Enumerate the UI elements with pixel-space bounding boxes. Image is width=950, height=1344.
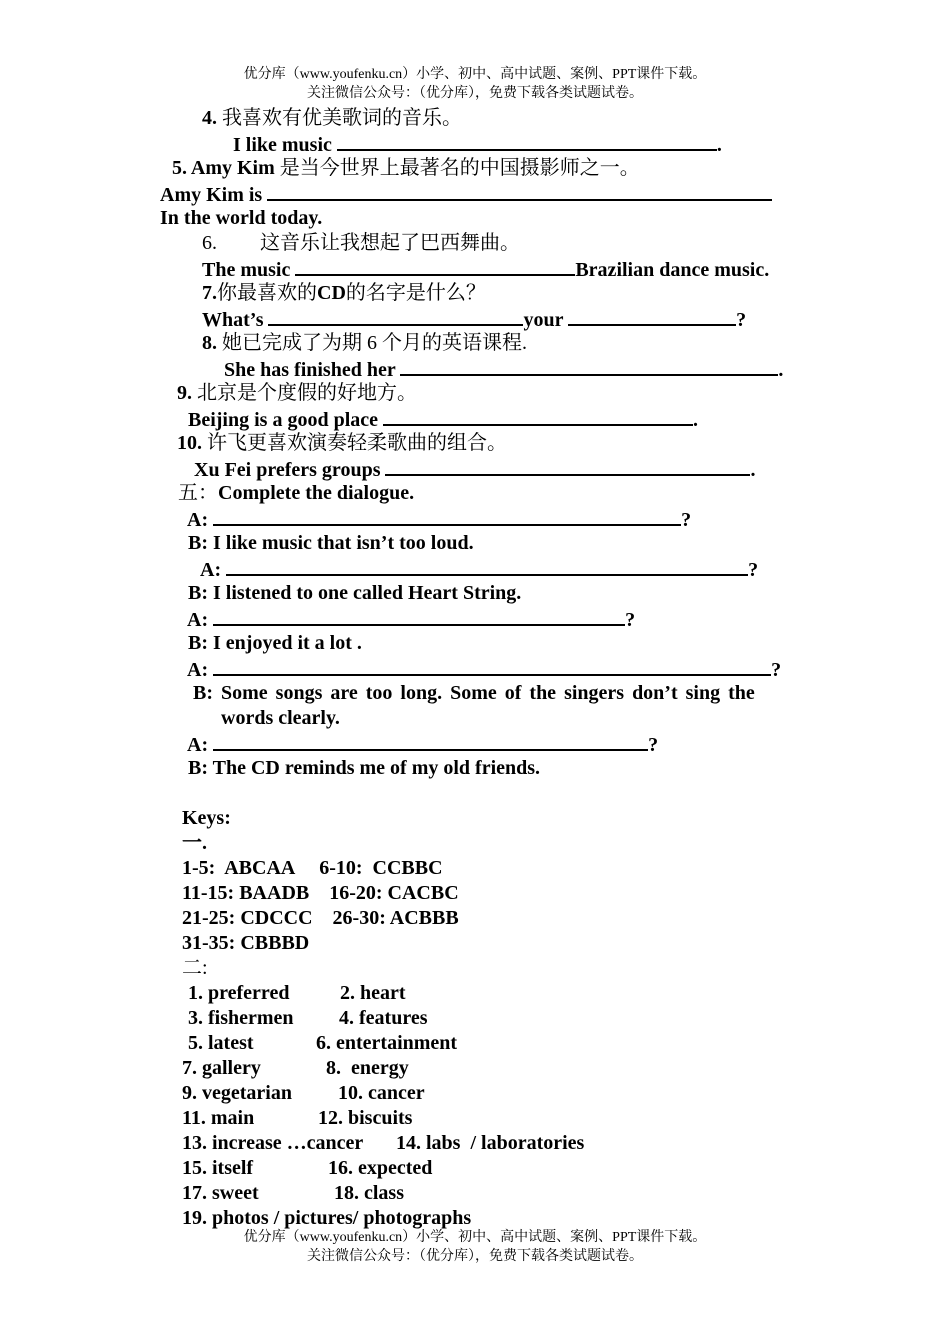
speaker-label: A: <box>187 659 209 681</box>
dialogue-b-3: B: I enjoyed it a lot . <box>188 632 362 654</box>
question-text-en: Xu Fei prefers groups <box>194 459 381 481</box>
key-answer: 10. cancer <box>338 1082 425 1104</box>
answer-blank[interactable] <box>383 406 693 426</box>
question-text-cn: 北京是个度假的好地方。 <box>197 382 417 404</box>
key-answer: 5. latest <box>188 1032 254 1054</box>
speaker-label: A: <box>200 559 222 581</box>
question-mark: ? <box>771 659 782 681</box>
question-text-en: your <box>523 309 564 331</box>
question-number: 5. Amy Kim <box>172 157 275 179</box>
section-title: Complete the dialogue. <box>218 482 415 504</box>
question-4-en: I like music . <box>233 131 722 157</box>
key-answer: 7. gallery <box>182 1057 261 1079</box>
question-number: 10. <box>177 432 202 454</box>
footer-line-1: 优分库（www.youfenku.cn）小学、初中、高中试题、案例、PPT课件下载。 <box>243 1230 707 1245</box>
speaker-label: A: <box>187 734 209 756</box>
key-answer: 1. preferred <box>188 982 290 1004</box>
keys-part1-row: 11-15: BAADB 16-20: CACBC <box>182 882 459 904</box>
key-answer: 13. increase …cancer <box>182 1132 364 1154</box>
question-mark: ? <box>625 609 636 631</box>
question-7-en <box>202 306 746 332</box>
answer-blank[interactable] <box>337 131 717 151</box>
answer-blank[interactable] <box>295 256 575 276</box>
answer-blank[interactable] <box>213 606 625 626</box>
dialogue-a-2 <box>200 556 758 582</box>
question-9-en: Beijing is a good place . <box>188 406 698 432</box>
key-answer: 12. biscuits <box>318 1107 413 1129</box>
section-5-heading <box>178 481 414 505</box>
dialogue-b-2: B: I listened to one called Heart String. <box>188 582 522 604</box>
dialogue-b-4-cont: words clearly. <box>221 707 340 729</box>
dialogue-a-3 <box>187 606 635 632</box>
key-answer: 2. heart <box>340 982 406 1004</box>
key-answer: 3. fishermen <box>188 1007 294 1029</box>
question-mark: ? <box>681 509 692 531</box>
key-answer: 8. energy <box>326 1057 409 1079</box>
answer-blank[interactable] <box>400 356 778 376</box>
answer-blank[interactable] <box>268 306 523 326</box>
key-answer: 14. labs / laboratories <box>396 1132 585 1154</box>
dialogue-b-4: B: Some songs are too long. Some of the singers don’t sing the <box>193 682 755 704</box>
speaker-label: A: <box>187 609 209 631</box>
key-answer: 19. photos / pictures/ photographs <box>182 1207 472 1229</box>
header-line-2: 关注微信公众号：（优分库），免费下载各类试题试卷。 <box>307 86 643 101</box>
key-answer: 16. expected <box>328 1157 433 1179</box>
question-text-en: What’s <box>202 309 264 331</box>
question-text-cn: 这音乐让我想起了巴西舞曲。 <box>260 232 520 254</box>
question-10-cn <box>177 431 507 455</box>
question-7-cn <box>202 281 486 305</box>
key-answer: 15. itself <box>182 1157 254 1179</box>
section-label: 五： <box>178 482 218 504</box>
answer-blank[interactable] <box>226 556 748 576</box>
key-answer: 9. vegetarian <box>182 1082 292 1104</box>
keys-part1-row: 21-25: CDCCC 26-30: ACBBB <box>182 907 459 929</box>
question-10-en: Xu Fei prefers groups . <box>194 456 755 482</box>
question-number: 9. <box>177 382 192 404</box>
answer-blank[interactable] <box>213 506 681 526</box>
dialogue-a-5 <box>187 731 658 757</box>
question-text-en: I like music <box>233 134 332 156</box>
keys-part2-label: 二: <box>182 957 208 979</box>
dialogue-a-4 <box>187 656 781 682</box>
question-number: 8. <box>202 332 217 354</box>
key-answer: 6. entertainment <box>316 1032 458 1054</box>
question-text-cn: 她已完成了为期 6 个月的英语课程. <box>222 332 527 354</box>
question-text-cn: 是当今世界上最著名的中国摄影师之一。 <box>279 157 640 179</box>
question-text-en: Beijing is a good place <box>188 409 379 431</box>
key-answer: 4. features <box>339 1007 428 1029</box>
header-line-1: 优分库（www.youfenku.cn）小学、初中、高中试题、案例、PPT课件下载。 <box>243 67 707 82</box>
question-9-cn <box>177 381 417 405</box>
question-text-cn: 的名字是什么？ <box>345 282 486 304</box>
question-4-cn <box>202 106 462 130</box>
dialogue-a-1 <box>187 506 691 532</box>
question-5-en <box>160 181 772 207</box>
footer-line-2: 关注微信公众号：（优分库），免费下载各类试题试卷。 <box>307 1249 643 1264</box>
answer-blank[interactable] <box>385 456 750 476</box>
question-5-en-cont: In the world today. <box>160 207 323 229</box>
keys-part1-label: 一. <box>182 832 207 854</box>
keys-part1-row: 1-5: ABCAA 6-10: CCBBC <box>182 857 443 879</box>
answer-blank[interactable] <box>568 306 736 326</box>
keys-part1-row: 31-35: CBBBD <box>182 932 310 954</box>
question-mark: ? <box>748 559 759 581</box>
key-answer: 17. sweet <box>182 1182 259 1204</box>
question-mark: ? <box>736 309 747 331</box>
dialogue-b-5: B: The CD reminds me of my old friends. <box>188 757 541 779</box>
question-text-en: Brazilian dance music. <box>575 259 770 281</box>
question-mark: ? <box>648 734 659 756</box>
question-text-cn-cd: CD <box>317 282 346 304</box>
dialogue-b-1: B: I like music that isn’t too loud. <box>188 532 474 554</box>
key-answer: 11. main <box>182 1107 255 1129</box>
question-number: 7. <box>202 282 217 304</box>
question-6-cn <box>202 231 520 255</box>
answer-blank[interactable] <box>213 656 771 676</box>
answer-blank[interactable] <box>267 181 772 201</box>
speaker-label: A: <box>187 509 209 531</box>
answer-blank[interactable] <box>213 731 648 751</box>
question-text-en: The music <box>202 259 291 281</box>
question-text-cn: 你最喜欢的 <box>217 282 317 304</box>
question-5-cn <box>172 156 640 180</box>
question-text-cn: 我喜欢有优美歌词的音乐。 <box>222 107 462 129</box>
question-number: 6. <box>202 232 217 254</box>
question-text-cn: 许飞更喜欢演奏轻柔歌曲的组合。 <box>207 432 507 454</box>
keys-title: Keys: <box>182 807 231 829</box>
question-text-en: She has finished her <box>224 359 396 381</box>
question-number: 4. <box>202 107 217 129</box>
question-8-cn <box>202 331 527 355</box>
question-text-en: Amy Kim is <box>160 184 263 206</box>
question-6-en <box>202 256 769 282</box>
key-answer: 18. class <box>334 1182 404 1204</box>
question-8-en: She has finished her . <box>224 356 783 382</box>
